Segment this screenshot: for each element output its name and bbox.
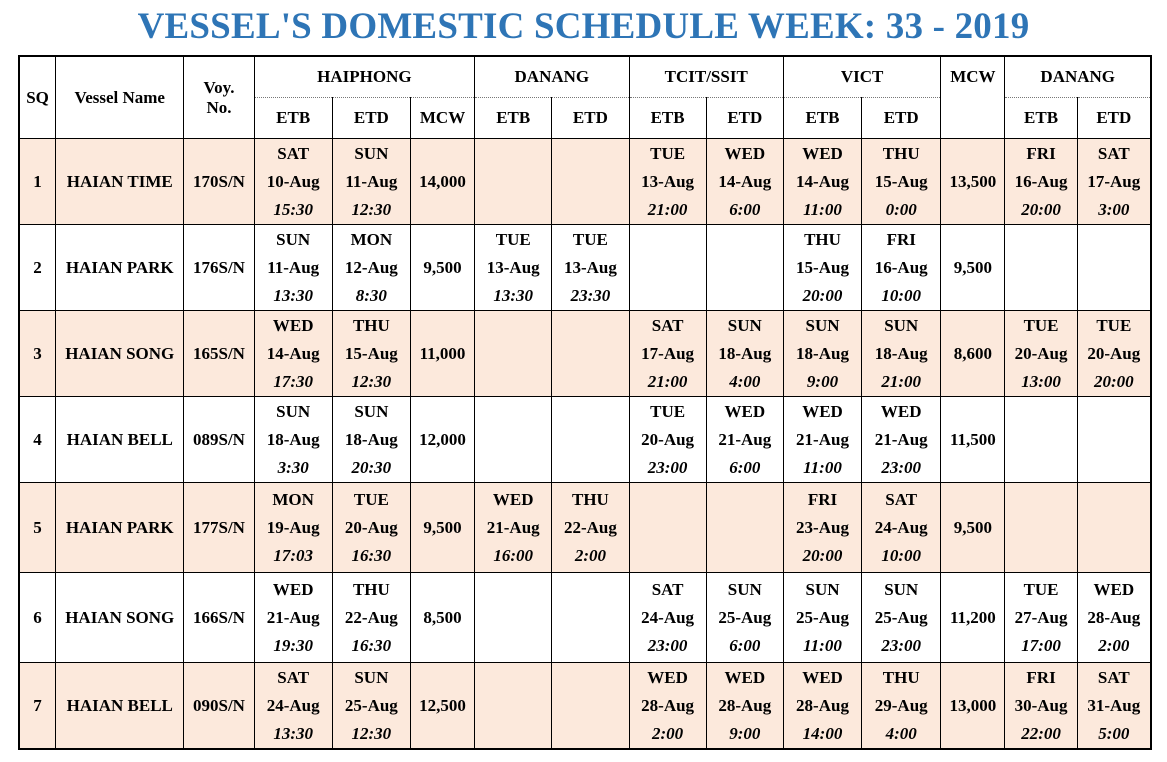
row-danang-2-etb-date: 27-Aug	[1014, 607, 1068, 627]
row-vict-etb-date: 14-Aug	[796, 171, 849, 191]
row-danang-2-etd-day: TUE	[1096, 315, 1132, 335]
row-haiphong-mcw: 12,500	[410, 663, 474, 749]
row-haiphong-etb-time: 13:30	[273, 723, 313, 743]
row-tcit-etd-time: 4:00	[729, 371, 761, 391]
row-vict-etd-day: WED	[880, 401, 922, 421]
row-danang-2-etd-day: SAT	[1097, 143, 1130, 163]
row-danang-2-etd-time: 2:00	[1098, 635, 1130, 655]
row-vict-etb-cell	[783, 139, 861, 225]
row-vict-etb-date: 21-Aug	[796, 429, 849, 449]
row-tcit-etd-date: 21-Aug	[718, 429, 772, 449]
header-vict: VICT	[783, 57, 940, 98]
row-tcit-etd-day: SUN	[727, 579, 762, 599]
row-haiphong-mcw: 12,000	[410, 397, 474, 483]
row-danang-2-etb-date: 30-Aug	[1014, 695, 1068, 715]
page-title: VESSEL'S DOMESTIC SCHEDULE WEEK: 33 - 2019	[137, 6, 1030, 47]
row-danang-etd-date: 13-Aug	[563, 257, 617, 277]
row-vict-etd-cell	[862, 663, 941, 749]
row-haiphong-etb-date: 24-Aug	[266, 695, 320, 715]
row-sq: 4	[20, 397, 56, 483]
row-mcw: 13,500	[941, 139, 1005, 225]
table-row	[20, 139, 1151, 225]
header-vict-etd: ETD	[862, 98, 941, 139]
row-vict-etd-cell	[862, 139, 941, 225]
header-danang-etb: ETB	[475, 98, 552, 139]
row-haiphong-mcw: 8,500	[410, 573, 474, 663]
row-tcit-etb-cell	[629, 311, 706, 397]
row-vict-etd-time: 0:00	[885, 199, 917, 219]
row-tcit-etd-date: 28-Aug	[718, 695, 772, 715]
row-tcit-etd-cell	[706, 663, 783, 749]
row-haiphong-etd-cell	[332, 573, 410, 663]
row-vessel-name: HAIAN PARK	[56, 225, 184, 311]
row-vict-etb-cell	[783, 311, 861, 397]
row-vessel-name: HAIAN SONG	[56, 573, 184, 663]
row-danang-2-etb-day: TUE	[1023, 579, 1059, 599]
row-sq: 2	[20, 225, 56, 311]
row-mcw: 11,500	[941, 397, 1005, 483]
row-vict-etd-time: 21:00	[881, 371, 922, 391]
row-danang-2-etb-day: TUE	[1023, 315, 1059, 335]
row-danang-2-etb-cell	[1005, 139, 1077, 225]
row-tcit-etd-date: 25-Aug	[718, 607, 772, 627]
row-tcit-etd-day: SUN	[727, 315, 762, 335]
row-haiphong-etd-cell	[332, 483, 410, 573]
row-vict-etd-date: 29-Aug	[874, 695, 928, 715]
row-danang-2-etb-cell	[1005, 225, 1077, 311]
row-tcit-etd-cell	[706, 573, 783, 663]
header-haiphong-etb: ETB	[254, 98, 332, 139]
row-danang-2-etd-date: 17-Aug	[1087, 171, 1141, 191]
row-tcit-etd-day: WED	[724, 401, 766, 421]
row-danang-2-etd-day: SAT	[1097, 667, 1130, 687]
header-voy-line2: No.	[206, 97, 232, 117]
row-haiphong-etd-time: 20:30	[351, 457, 392, 477]
row-vict-etd-cell	[862, 311, 941, 397]
row-vict-etd-date: 16-Aug	[874, 257, 928, 277]
row-danang-2-etd-date: 31-Aug	[1087, 695, 1141, 715]
row-danang-2-etb-date: 16-Aug	[1014, 171, 1068, 191]
row-haiphong-etb-day: SAT	[277, 143, 310, 163]
header-tcit-ssit: TCIT/SSIT	[629, 57, 783, 98]
header-haiphong: HAIPHONG	[254, 57, 475, 98]
row-danang-etb-cell	[475, 225, 552, 311]
row-haiphong-etb-day: SAT	[277, 667, 310, 687]
row-vessel-name: HAIAN BELL	[56, 663, 184, 749]
row-vict-etd-time: 10:00	[881, 285, 922, 305]
row-vict-etb-cell	[783, 573, 861, 663]
row-sq: 1	[20, 139, 56, 225]
row-vict-etd-time: 10:00	[881, 545, 922, 565]
table-row	[20, 573, 1151, 663]
row-vict-etb-cell	[783, 397, 861, 483]
row-haiphong-etd-cell	[332, 397, 410, 483]
row-tcit-etb-date: 24-Aug	[641, 607, 695, 627]
header-tcit-etd: ETD	[706, 98, 783, 139]
row-danang-etb-time: 13:30	[493, 285, 534, 305]
row-vict-etb-time: 20:00	[802, 285, 843, 305]
row-vict-etb-time: 9:00	[806, 371, 839, 391]
header-danang-etd: ETD	[552, 98, 629, 139]
row-vict-etd-date: 15-Aug	[874, 171, 928, 191]
row-haiphong-etd-day: SUN	[354, 667, 389, 687]
row-vict-etd-cell	[862, 225, 941, 311]
row-voyage-no: 177S/N	[184, 483, 254, 573]
row-danang-2-etb-time: 17:00	[1021, 635, 1061, 655]
row-haiphong-etd-time: 8:30	[355, 285, 387, 305]
row-danang-2-etb-cell	[1005, 483, 1077, 573]
row-haiphong-etd-date: 15-Aug	[344, 343, 398, 363]
row-tcit-etd-day: WED	[724, 667, 766, 687]
header-sq: SQ	[20, 57, 56, 139]
row-danang-2-etb-time: 22:00	[1021, 723, 1061, 743]
row-tcit-etd-time: 9:00	[729, 723, 761, 743]
row-haiphong-etb-cell	[254, 139, 332, 225]
row-haiphong-etd-day: SUN	[354, 401, 389, 421]
row-haiphong-etb-time: 17:30	[273, 371, 313, 391]
row-tcit-etd-date: 14-Aug	[718, 171, 772, 191]
header-danang-2-etb: ETB	[1005, 98, 1077, 139]
row-vict-etb-time: 11:00	[803, 635, 842, 655]
row-haiphong-etb-day: WED	[272, 579, 314, 599]
row-haiphong-etd-time: 12:30	[351, 371, 392, 391]
row-vessel-name: HAIAN PARK	[56, 483, 184, 573]
row-tcit-etd-cell	[706, 311, 783, 397]
row-vict-etd-time: 23:00	[881, 635, 922, 655]
row-vict-etb-time: 11:00	[803, 457, 842, 477]
header-vict-etb: ETB	[783, 98, 861, 139]
row-tcit-etd-date: 18-Aug	[718, 343, 772, 363]
row-vict-etd-day: SAT	[885, 489, 918, 509]
row-vict-etd-day: SUN	[884, 579, 919, 599]
row-haiphong-etb-date: 14-Aug	[266, 343, 320, 363]
row-haiphong-etd-date: 22-Aug	[344, 607, 398, 627]
row-tcit-etb-date: 17-Aug	[641, 343, 695, 363]
row-vict-etd-day: FRI	[886, 229, 916, 249]
row-danang-2-etd-day: WED	[1093, 579, 1135, 599]
row-voyage-no: 089S/N	[184, 397, 254, 483]
row-danang-2-etd-date: 28-Aug	[1087, 607, 1141, 627]
row-danang-2-etd-time: 20:00	[1093, 371, 1134, 391]
row-danang-etd-cell	[552, 663, 629, 749]
row-vict-etd-day: THU	[882, 143, 920, 163]
row-tcit-etb-date: 20-Aug	[641, 429, 695, 449]
row-vict-etd-date: 21-Aug	[874, 429, 928, 449]
row-vict-etb-cell	[783, 225, 861, 311]
row-danang-2-etb-cell	[1005, 663, 1077, 749]
row-haiphong-etb-day: MON	[272, 489, 314, 509]
row-haiphong-etb-cell	[254, 311, 332, 397]
row-haiphong-etb-time: 13:30	[273, 285, 313, 305]
row-tcit-etb-cell	[629, 225, 706, 311]
header-vessel-name: Vessel Name	[56, 57, 184, 139]
row-haiphong-etb-date: 21-Aug	[266, 607, 320, 627]
row-haiphong-etd-time: 12:30	[351, 723, 392, 743]
row-danang-etd-cell	[552, 311, 629, 397]
row-danang-2-etd-cell	[1077, 225, 1150, 311]
row-vict-etb-date: 28-Aug	[796, 695, 849, 715]
row-danang-etd-day: THU	[571, 489, 609, 509]
row-sq: 6	[20, 573, 56, 663]
row-danang-etd-cell	[552, 483, 629, 573]
row-haiphong-etd-day: SUN	[354, 143, 389, 163]
row-vict-etd-time: 4:00	[885, 723, 917, 743]
row-tcit-etb-day: TUE	[650, 143, 686, 163]
row-danang-2-etb-day: FRI	[1026, 667, 1056, 687]
row-voyage-no: 166S/N	[184, 573, 254, 663]
row-haiphong-etd-date: 12-Aug	[344, 257, 398, 277]
row-danang-2-etd-cell	[1077, 397, 1150, 483]
row-haiphong-etd-date: 18-Aug	[344, 429, 398, 449]
row-haiphong-etb-day: WED	[272, 315, 314, 335]
row-vict-etb-day: SUN	[805, 579, 840, 599]
row-haiphong-etd-time: 16:30	[351, 635, 392, 655]
row-haiphong-etb-day: SUN	[276, 401, 311, 421]
header-haiphong-etd: ETD	[332, 98, 410, 139]
row-sq: 5	[20, 483, 56, 573]
row-vict-etd-cell	[862, 573, 941, 663]
row-danang-2-etb-time: 13:00	[1021, 371, 1061, 391]
row-haiphong-etb-date: 19-Aug	[266, 517, 320, 537]
row-voyage-no: 170S/N	[184, 139, 254, 225]
row-vict-etb-day: FRI	[807, 489, 838, 509]
header-danang-2: DANANG	[1005, 57, 1151, 98]
header-voy-line1: Voy.	[203, 77, 235, 97]
row-haiphong-etd-date: 25-Aug	[344, 695, 398, 715]
row-haiphong-mcw: 14,000	[410, 139, 474, 225]
row-danang-etb-date: 21-Aug	[486, 517, 540, 537]
row-danang-etd-date: 22-Aug	[563, 517, 617, 537]
row-danang-2-etd-time: 3:00	[1098, 199, 1130, 219]
row-vict-etd-date: 18-Aug	[874, 343, 928, 363]
row-tcit-etb-date: 28-Aug	[641, 695, 695, 715]
row-haiphong-etb-cell	[254, 483, 332, 573]
row-voyage-no: 090S/N	[184, 663, 254, 749]
row-tcit-etd-cell	[706, 397, 783, 483]
row-vessel-name: HAIAN TIME	[56, 139, 184, 225]
row-haiphong-mcw: 9,500	[410, 225, 474, 311]
row-mcw: 13,000	[941, 663, 1005, 749]
row-vict-etb-time: 14:00	[802, 723, 843, 743]
row-vict-etb-date: 23-Aug	[796, 517, 849, 537]
row-haiphong-etd-time: 12:30	[351, 199, 392, 219]
row-tcit-etb-day: SAT	[651, 579, 684, 599]
schedule-table	[19, 56, 1151, 749]
row-mcw: 11,200	[941, 573, 1005, 663]
row-vict-etb-date: 25-Aug	[796, 607, 849, 627]
row-danang-etb-cell	[475, 663, 552, 749]
row-tcit-etb-time: 21:00	[647, 371, 688, 391]
row-tcit-etb-cell	[629, 483, 706, 573]
row-voyage-no: 176S/N	[184, 225, 254, 311]
row-tcit-etb-time: 23:00	[647, 635, 688, 655]
row-tcit-etd-time: 6:00	[729, 635, 761, 655]
row-haiphong-etd-date: 11-Aug	[345, 171, 398, 191]
row-haiphong-etb-time: 19:30	[273, 635, 313, 655]
row-tcit-etb-day: WED	[647, 667, 688, 687]
row-danang-2-etd-date: 20-Aug	[1087, 343, 1141, 363]
row-vict-etb-day: WED	[802, 667, 843, 687]
row-danang-etd-time: 2:00	[574, 545, 606, 565]
row-haiphong-etb-cell	[254, 397, 332, 483]
row-danang-2-etb-cell	[1005, 311, 1077, 397]
row-vict-etb-date: 15-Aug	[796, 257, 849, 277]
row-haiphong-etb-cell	[254, 663, 332, 749]
row-danang-2-etb-time: 20:00	[1021, 199, 1061, 219]
row-sq: 3	[20, 311, 56, 397]
row-haiphong-mcw: 11,000	[410, 311, 474, 397]
row-vict-etd-time: 23:00	[881, 457, 922, 477]
row-tcit-etb-time: 21:00	[647, 199, 688, 219]
row-haiphong-etb-time: 17:03	[273, 545, 313, 565]
row-vict-etb-day: THU	[804, 229, 841, 249]
row-danang-etd-day: TUE	[572, 229, 608, 249]
header-voyage-no	[184, 57, 254, 139]
row-haiphong-etd-cell	[332, 663, 410, 749]
row-danang-etb-cell	[475, 139, 552, 225]
header-haiphong-mcw: MCW	[410, 98, 474, 139]
row-haiphong-etb-date: 18-Aug	[266, 429, 320, 449]
row-danang-etb-day: WED	[492, 489, 534, 509]
row-vict-etd-cell	[862, 397, 941, 483]
row-tcit-etb-cell	[629, 573, 706, 663]
row-danang-2-etd-cell	[1077, 573, 1150, 663]
row-tcit-etb-cell	[629, 663, 706, 749]
row-vessel-name: HAIAN BELL	[56, 397, 184, 483]
row-voyage-no: 165S/N	[184, 311, 254, 397]
header-danang-2-etd: ETD	[1077, 98, 1150, 139]
row-haiphong-etd-day: THU	[352, 579, 390, 599]
row-tcit-etd-cell	[706, 483, 783, 573]
row-sq: 7	[20, 663, 56, 749]
row-tcit-etb-time: 23:00	[647, 457, 688, 477]
row-haiphong-etd-cell	[332, 139, 410, 225]
row-vict-etb-cell	[783, 483, 861, 573]
table-row	[20, 483, 1151, 573]
table-row	[20, 311, 1151, 397]
row-tcit-etb-day: TUE	[650, 401, 686, 421]
row-haiphong-etb-time: 15:30	[273, 199, 313, 219]
row-danang-etb-day: TUE	[495, 229, 531, 249]
row-haiphong-etb-date: 10-Aug	[266, 171, 320, 191]
row-vict-etb-day: WED	[802, 143, 843, 163]
row-haiphong-etd-day: TUE	[353, 489, 389, 509]
row-tcit-etb-date: 13-Aug	[641, 171, 695, 191]
row-danang-2-etd-cell	[1077, 139, 1150, 225]
row-vict-etb-day: SUN	[805, 315, 840, 335]
row-danang-etb-date: 13-Aug	[486, 257, 540, 277]
row-haiphong-etd-cell	[332, 311, 410, 397]
row-danang-etd-cell	[552, 225, 629, 311]
row-mcw: 9,500	[941, 225, 1005, 311]
row-danang-etb-cell	[475, 397, 552, 483]
row-tcit-etb-time: 2:00	[652, 723, 684, 743]
row-tcit-etd-cell	[706, 139, 783, 225]
row-haiphong-etb-cell	[254, 225, 332, 311]
header-danang: DANANG	[475, 57, 629, 98]
row-tcit-etd-time: 6:00	[729, 457, 761, 477]
row-vessel-name: HAIAN SONG	[56, 311, 184, 397]
row-haiphong-mcw: 9,500	[410, 483, 474, 573]
header-tcit-etb: ETB	[629, 98, 706, 139]
row-danang-etb-time: 16:00	[493, 545, 534, 565]
table-row	[20, 397, 1151, 483]
row-vict-etd-date: 24-Aug	[874, 517, 928, 537]
row-tcit-etd-time: 6:00	[729, 199, 761, 219]
row-danang-2-etd-cell	[1077, 311, 1150, 397]
row-haiphong-etb-day: SUN	[276, 229, 311, 249]
row-danang-etd-cell	[552, 573, 629, 663]
table-row	[20, 225, 1151, 311]
row-tcit-etb-cell	[629, 397, 706, 483]
row-vict-etd-cell	[862, 483, 941, 573]
row-danang-etb-cell	[475, 483, 552, 573]
row-danang-2-etb-cell	[1005, 573, 1077, 663]
row-tcit-etb-day: SAT	[651, 315, 684, 335]
row-vict-etb-time: 20:00	[802, 545, 843, 565]
row-tcit-etb-cell	[629, 139, 706, 225]
row-danang-2-etd-time: 5:00	[1098, 723, 1130, 743]
row-vict-etb-time: 11:00	[803, 199, 842, 219]
row-vict-etd-day: SUN	[884, 315, 919, 335]
row-mcw: 9,500	[941, 483, 1005, 573]
row-vict-etb-date: 18-Aug	[796, 343, 849, 363]
row-mcw: 8,600	[941, 311, 1005, 397]
row-vict-etb-day: WED	[802, 401, 843, 421]
row-haiphong-etd-date: 20-Aug	[344, 517, 398, 537]
row-tcit-etd-cell	[706, 225, 783, 311]
header-mcw: MCW	[941, 57, 1005, 139]
row-haiphong-etd-time: 16:30	[351, 545, 392, 565]
row-vict-etd-date: 25-Aug	[874, 607, 928, 627]
row-haiphong-etb-date: 11-Aug	[267, 257, 320, 277]
row-vict-etd-day: THU	[882, 667, 920, 687]
row-haiphong-etb-cell	[254, 573, 332, 663]
row-danang-2-etd-cell	[1077, 663, 1150, 749]
row-danang-2-etb-date: 20-Aug	[1014, 343, 1068, 363]
row-danang-etd-cell	[552, 139, 629, 225]
row-danang-2-etd-cell	[1077, 483, 1150, 573]
row-danang-2-etb-cell	[1005, 397, 1077, 483]
row-haiphong-etd-day: MON	[350, 229, 393, 249]
row-danang-etb-cell	[475, 311, 552, 397]
row-danang-etd-time: 23:30	[570, 285, 611, 305]
row-haiphong-etd-day: THU	[352, 315, 390, 335]
table-row	[20, 663, 1151, 749]
row-vict-etb-cell	[783, 663, 861, 749]
row-danang-etb-cell	[475, 573, 552, 663]
row-danang-etd-cell	[552, 397, 629, 483]
row-tcit-etd-day: WED	[724, 143, 766, 163]
row-danang-2-etb-day: FRI	[1026, 143, 1056, 163]
row-haiphong-etd-cell	[332, 225, 410, 311]
row-haiphong-etb-time: 3:30	[277, 457, 309, 477]
